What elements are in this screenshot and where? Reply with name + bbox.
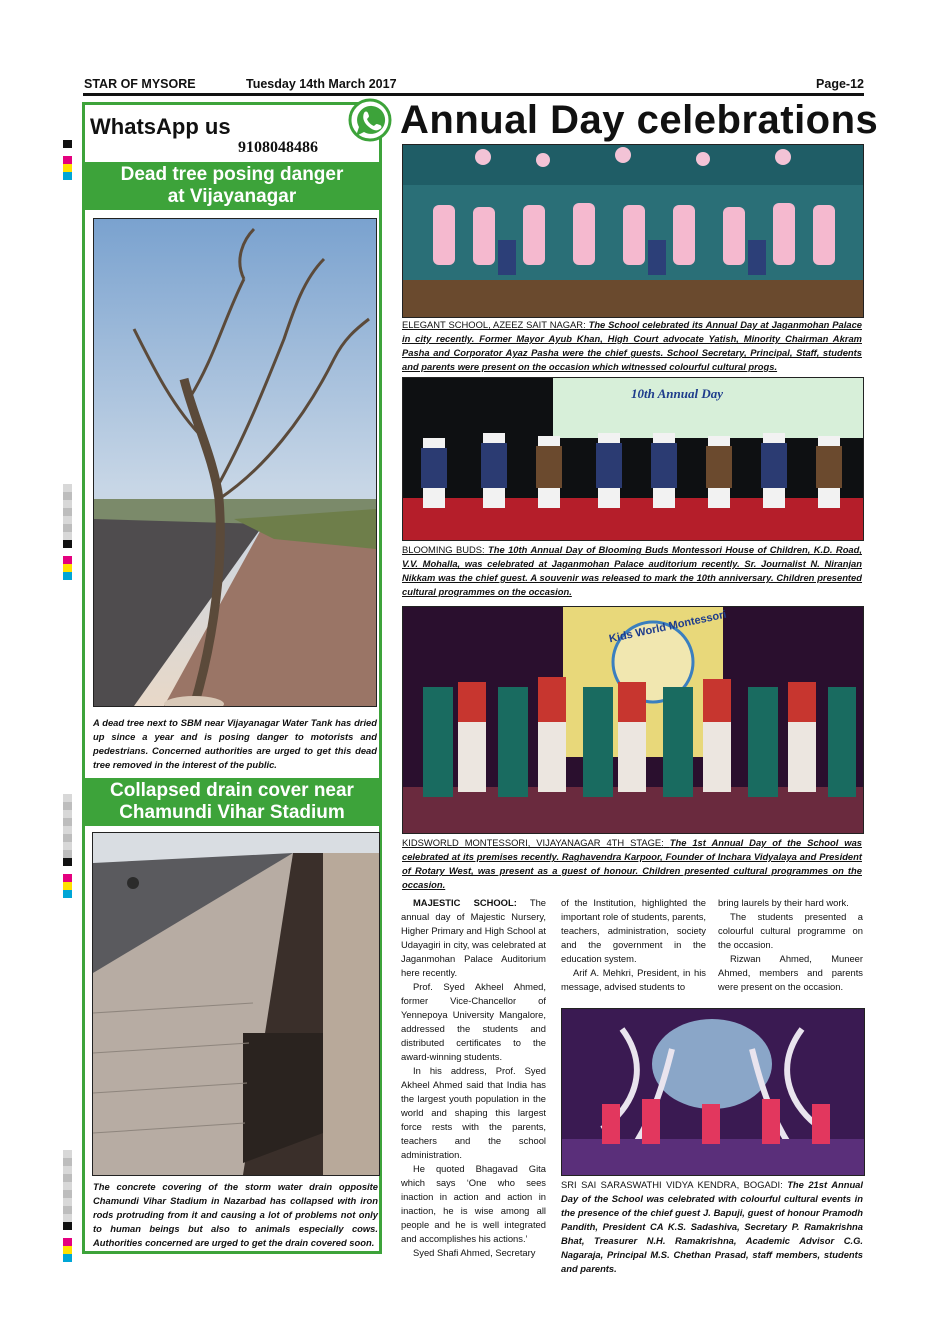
elegant-school-photo [402,144,864,318]
article-paragraph: In his address, Prof. Syed Akheel Ahmed said that India has the largest youth population in the world and shaping this largest force rests with the parents, teachers and the school administration. [401,1065,546,1160]
photo-caption [402,318,862,374]
page-title: Annual Day celebrations [400,98,879,142]
caption-lead: BLOOMING BUDS: [402,544,485,555]
article-paragraph: The students presented a colourful cultural programme on the occasion. [718,911,863,950]
headline-line: Dead tree posing danger [120,164,344,185]
caption-lead: KIDSWORLD MONTESSORI, VIJAYANAGAR 4TH STAGE: [402,837,664,848]
caption-lead: SRI SAI SARASWATHI VIDYA KENDRA, BOGADI: [561,1179,783,1190]
caption-text: The 21st Annual Day of the School was celebrated with colourful cultural events in the presence of the chief guest J. Bapuji, guest of honour Pramodh Pandith, President CA K.S. Sadashiva, Secretary P. Ramakrishna Bhat, Treasurer N.H. Ramakrishna, Academic Advisor C.G. Nagaraja, Principal M.S. Chethan Prasad, staff members, students and parents. [561,1179,864,1274]
whatsapp-label: WhatsApp us [90,114,231,139]
photo-caption [561,1178,863,1276]
dead-tree-photo [93,218,377,707]
article-paragraph: Arif A. Mehkri, President, in his message, advised students to [561,967,706,992]
headline-line: at Vijayanagar [167,186,297,207]
registration-mark [63,140,72,180]
registration-mark [63,484,72,580]
sri-sai-saraswathi-photo [561,1008,865,1176]
headline-line: Collapsed drain cover near [110,780,354,801]
article-paragraph: Prof. Syed Akheel Ahmed, former Vice-Chancellor of Yennepoya University Mangalore, addressed the students and distributed certificates to the award-winning students. [401,981,546,1062]
article-column-2 [561,896,706,994]
caption-text: The School celebrated its Annual Day at Jaganmohan Palace in city recently. Former Mayor Ayub Khan, High Court advocate Yatish, Minority Chairman Akram Pasha and Corporator Ayaz Pasha were the chief guests. School Secretary, Principal, Staff, students and parents were present on the occasion which witnessed colourful cultural progs. [402,319,863,372]
article-paragraph: The annual day of Majestic Nursery, Higher Primary and High School at Udayagiri in city, was celebrated at Jaganmohan Palace Auditorium here recently. [401,897,547,978]
article-paragraph: bring laurels by their hard work. [718,897,849,908]
headline-line: Chamundi Vihar Stadium [119,802,345,823]
registration-mark [63,794,72,898]
story-caption: The concrete covering of the storm water drain opposite Chamundi Vihar Stadium in Nazarbad has collapsed with iron rods protruding from it and causing a lot of problems not only to human beings but also to animals especially cows. Authorities concerned are urged to get the drain covered soon. [93,1181,378,1248]
page-number: Page-12 [816,77,864,91]
kidsworld-photo [402,606,864,834]
story-headline [85,162,379,210]
article-paragraph: He quoted Bhagavad Gita which says ‘One who sees inaction in action and action in inaction, he is wise among all people and he is well integrated and accomplishes his actions.’ [401,1163,546,1244]
photo-banner-text: 10th Annual Day [631,386,723,401]
article-column-1 [401,896,546,1260]
blooming-buds-photo [402,377,864,541]
article-paragraph: of the Institution, highlighted the important role of students, parents, teachers, administration, society and the government in the education system. [561,897,706,964]
article-column-3 [718,896,863,994]
whatsapp-icon [348,98,392,142]
article-paragraph: Syed Shafi Ahmed, Secretary [413,1247,536,1258]
caption-lead: ELEGANT SCHOOL, AZEEZ SAIT NAGAR: [402,319,586,330]
story-headline [85,778,379,826]
story-caption: A dead tree next to SBM near Vijayanagar Water Tank has dried up since a year and is posing danger to motorists and pedestrians. Concerned authorities are urged to get this dead tree removed in the interest of the public. [93,717,377,770]
collapsed-drain-photo [92,832,380,1176]
article-lead: MAJESTIC SCHOOL: [413,897,517,908]
header-rule [83,93,864,96]
registration-mark [63,1150,72,1262]
publication-name: STAR OF MYSORE [84,77,196,91]
caption-text: The 1st Annual Day of the School was celebrated at its premises recently. Raghavendra Karpoor, Founder of Inchara Vidyalaya and President of Rotary West, was present as a guest of honour. Children presented cultural programmes on the occasion. [402,837,862,890]
photo-banner-text: Kids World Montessori [608,608,728,646]
caption-text: The 10th Annual Day of Blooming Buds Montessori House of Children, K.D. Road, V.V. Mohalla, was celebrated at Jaganmohan Palace auditorium recently. Sr. Journalist N. Niranjan Nikkam was the chief guest. A souvenir was released to mark the 10th anniversary. Children presented cultural programmes on the occasion. [402,544,862,597]
photo-caption [402,836,862,892]
photo-caption [402,543,862,599]
article-paragraph: Rizwan Ahmed, Muneer Ahmed, members and parents were present on the occasion. [718,953,863,992]
issue-date: Tuesday 14th March 2017 [246,77,397,91]
whatsapp-number[interactable]: 9108048486 [238,139,318,156]
